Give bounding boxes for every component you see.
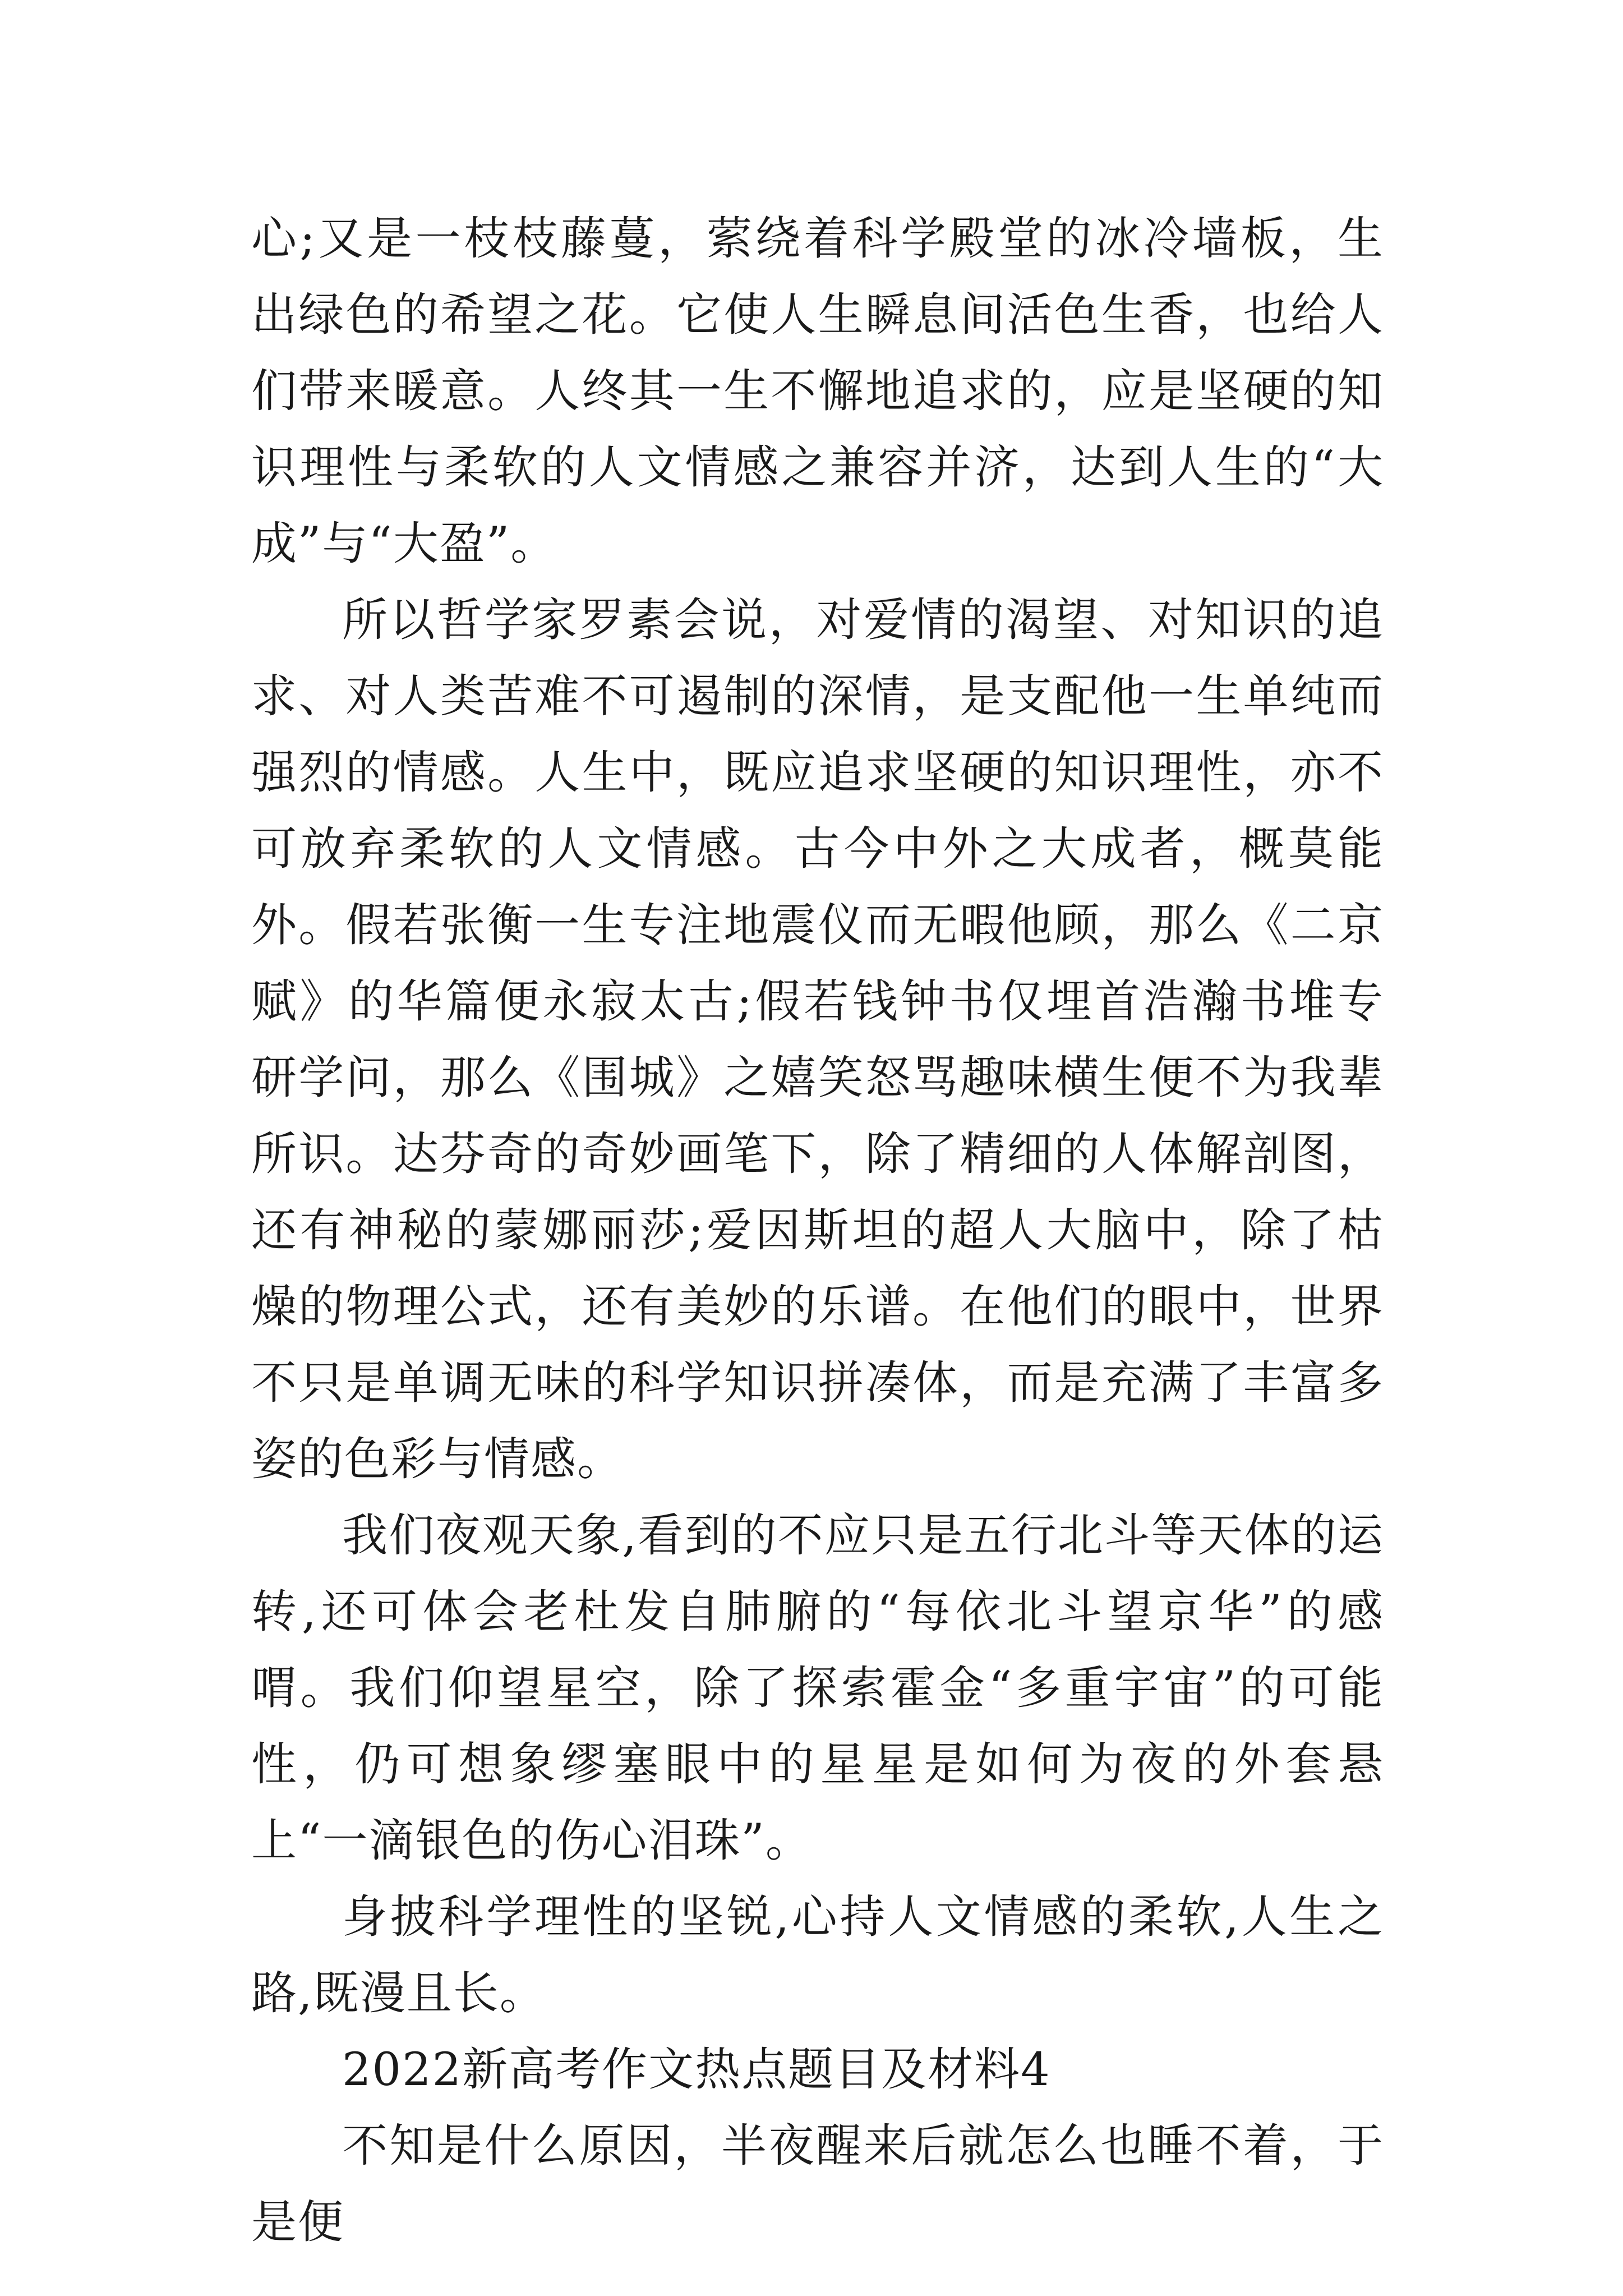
paragraph-5: 不知是什么原因，半夜醒来后就怎么也睡不着，于是便 xyxy=(251,2120,1384,2249)
paragraph-1: 心;又是一枝枝藤蔓，萦绕着科学殿堂的冰冷墙板，生出绿色的希望之花。它使人生瞬息间活色生香，也给人们带来暖意。人终其一生不懈地追求的，应是坚硬的知识理性与柔软的人文情感之兼容并济，达到人生的“大成”与“大盈”。 xyxy=(251,213,1384,570)
paragraph-4: 身披科学理性的坚锐,心持人文情感的柔软,人生之路,既漫且长。 xyxy=(251,1891,1384,2020)
section-heading: 2022新高考作文热点题目及材料4 xyxy=(342,2044,1051,2096)
document-body xyxy=(251,201,1384,2261)
paragraph-3: 我们夜观天象,看到的不应只是五行北斗等天体的运转,还可体会老杜发自肺腑的“每依北斗望京华”的感喟。我们仰望星空，除了探索霍金“多重宇宙”的可能性，仍可想象缪塞眼中的星星是如何为夜的外套悬上“一滴银色的伤心泪珠”。 xyxy=(251,1510,1384,1867)
paragraph-2: 所以哲学家罗素会说，对爱情的渴望、对知识的追求、对人类苦难不可遏制的深情，是支配他一生单纯而强烈的情感。人生中，既应追求坚硬的知识理性，亦不可放弃柔软的人文情感。古今中外之大成者，概莫能外。假若张衡一生专注地震仪而无暇他顾，那么《二京赋》的华篇便永寂太古;假若钱钟书仅埋首浩瀚书堆专研学问，那么《围城》之嬉笑怒骂趣味横生便不为我辈所识。达芬奇的奇妙画笔下，除了精细的人体解剖图，还有神秘的蒙娜丽莎;爱因斯坦的超人大脑中，除了枯燥的物理公式，还有美妙的乐谱。在他们的眼中，世界不只是单调无味的科学知识拼凑体，而是充满了丰富多姿的色彩与情感。 xyxy=(251,594,1384,1486)
